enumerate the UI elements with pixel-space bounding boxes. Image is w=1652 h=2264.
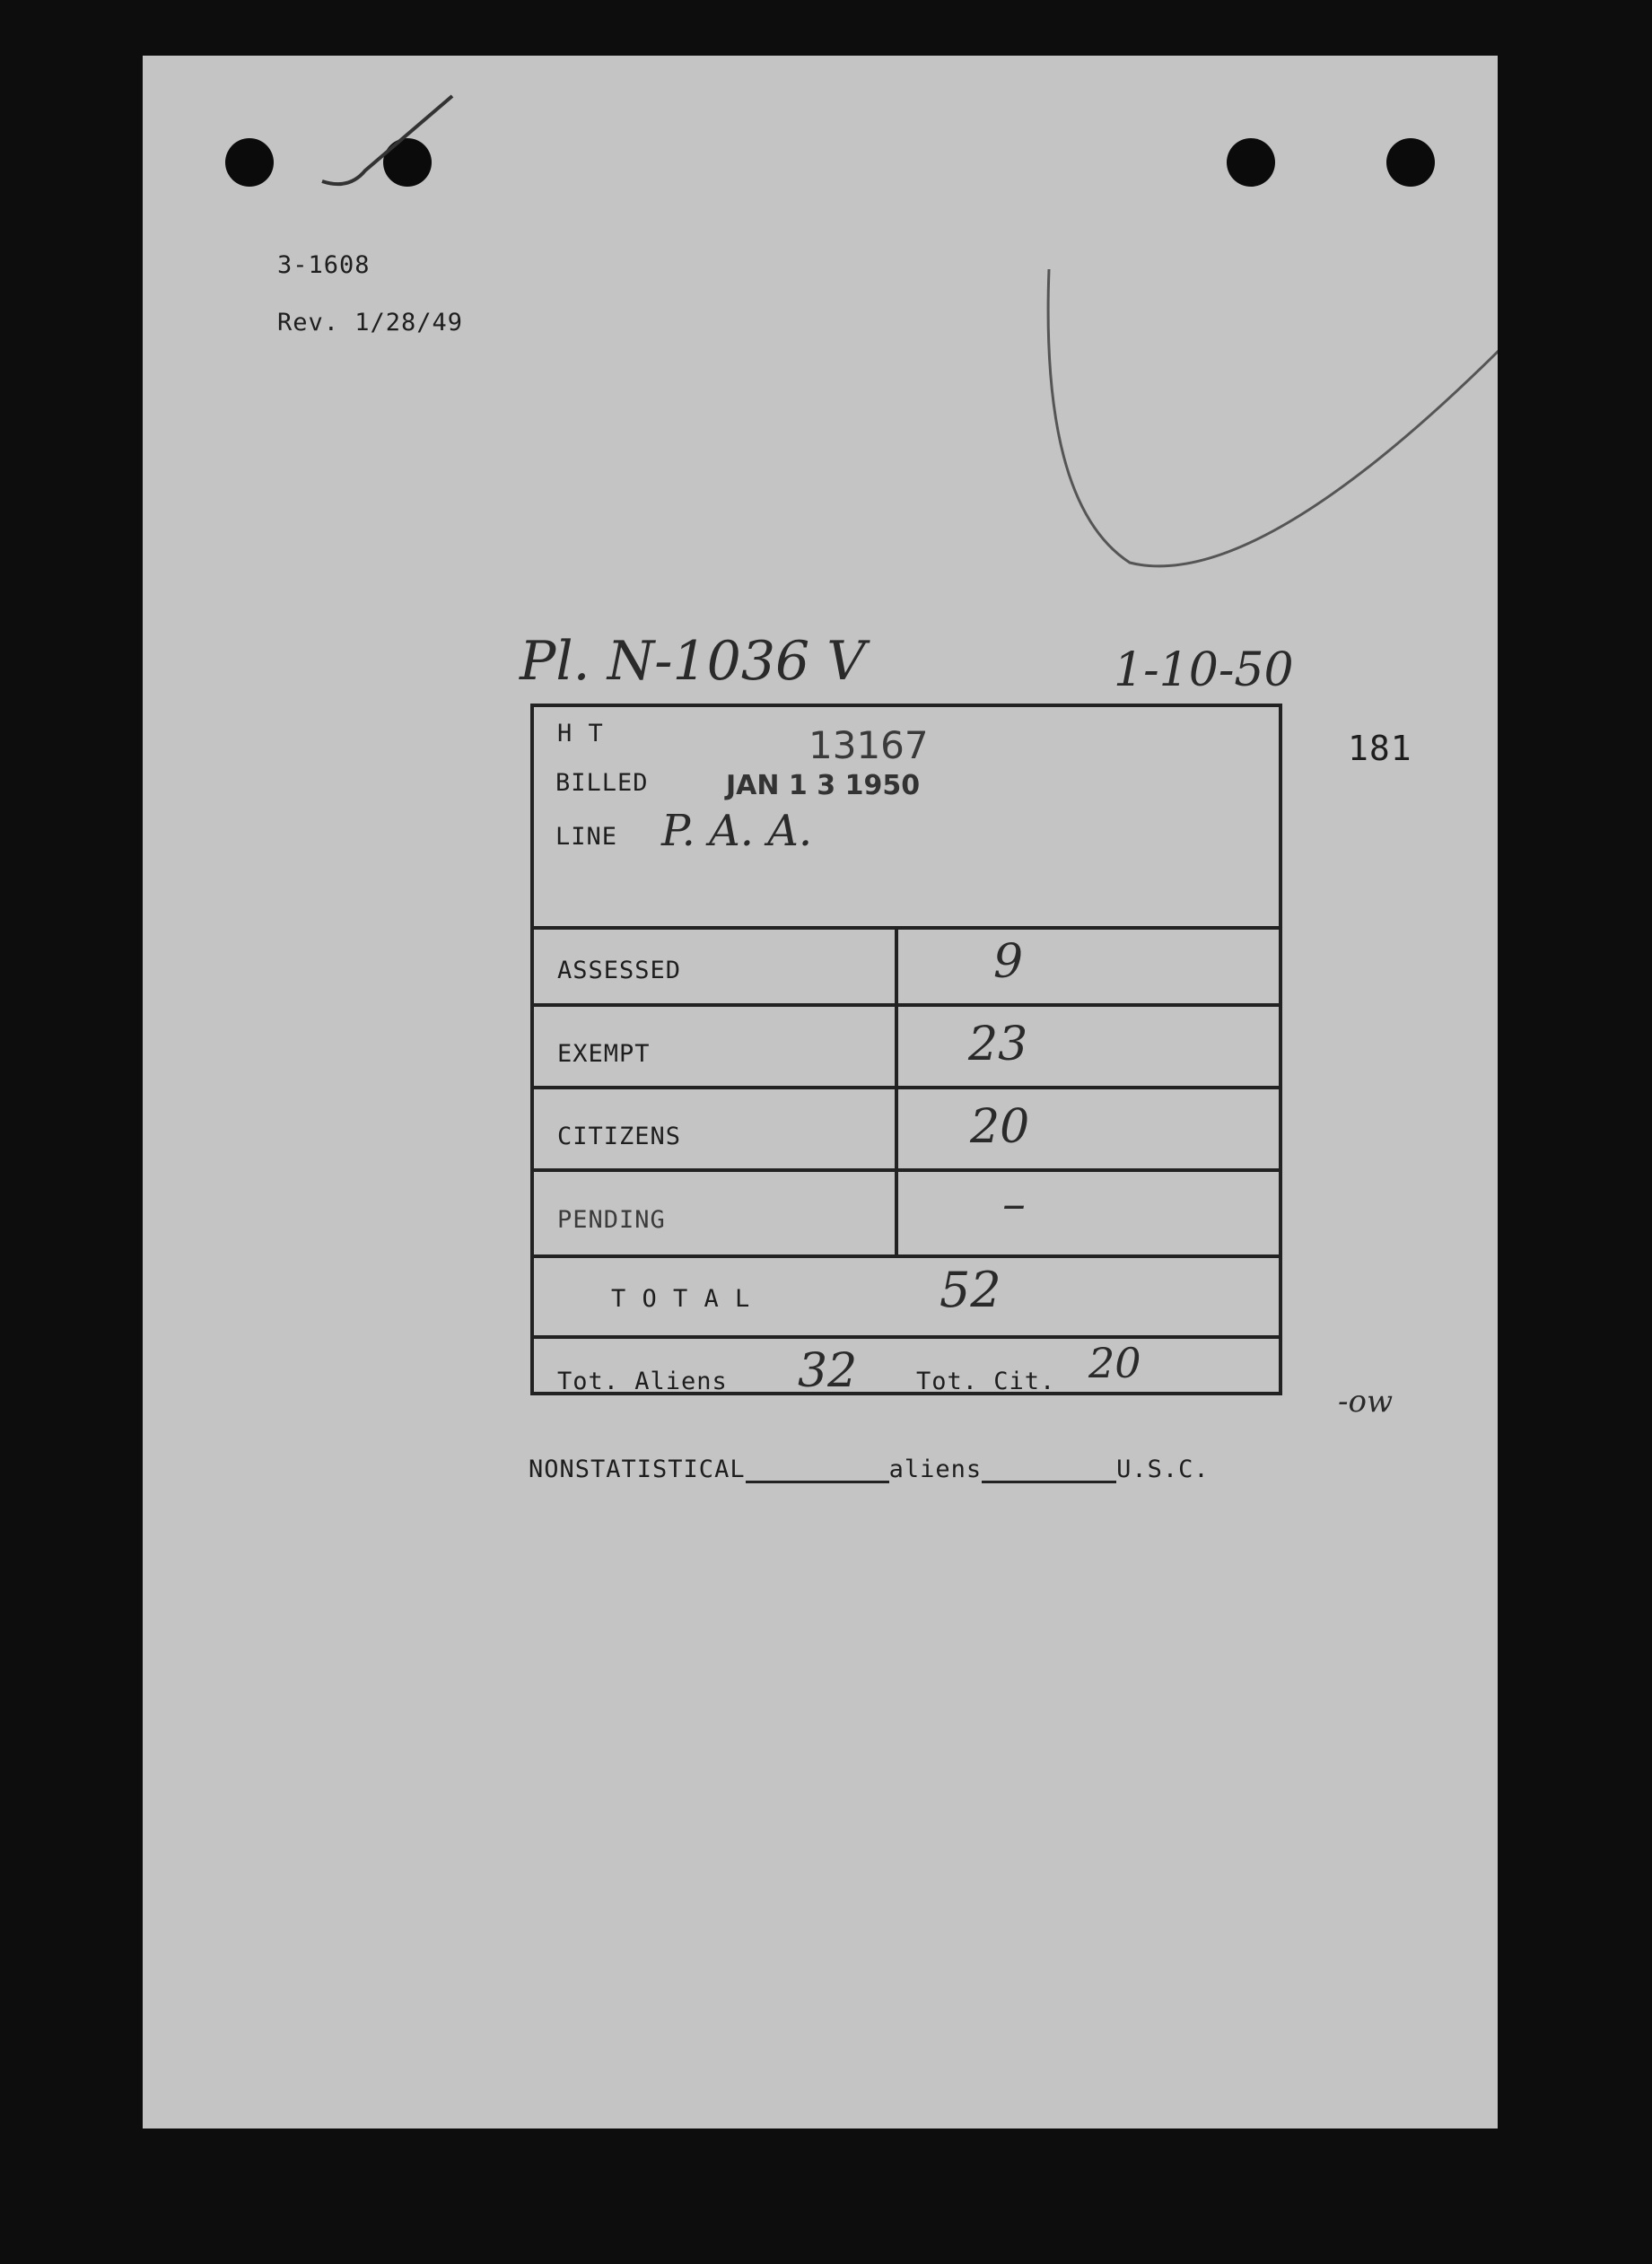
exempt-value: 23 bbox=[968, 1018, 1028, 1071]
nonstatistical-aliens-blank bbox=[746, 1459, 889, 1483]
page-number: 181 bbox=[1348, 729, 1412, 768]
total-citizens-value: 20 bbox=[1088, 1339, 1141, 1387]
file-reference: Pl. N-1036 V bbox=[520, 630, 866, 693]
usc-label: U.S.C. bbox=[1116, 1455, 1210, 1483]
citizens-value: 20 bbox=[970, 1100, 1030, 1154]
assessed-label: ASSESSED bbox=[557, 957, 682, 984]
pen-curve-stroke bbox=[1048, 269, 1498, 566]
counts-table bbox=[530, 926, 1282, 1395]
total-citizens-label: Tot. Cit. bbox=[916, 1368, 1056, 1395]
pending-label: PENDING bbox=[557, 1206, 666, 1234]
nonstatistical-line bbox=[529, 1455, 1210, 1483]
handwritten-date: 1-10-50 bbox=[1114, 643, 1294, 697]
line-label: LINE bbox=[555, 823, 618, 851]
citizens-label: CITIZENS bbox=[557, 1123, 682, 1150]
ht-number: 13167 bbox=[809, 723, 929, 767]
pending-value: – bbox=[1002, 1177, 1026, 1231]
form-revision: Rev. 1/28/49 bbox=[277, 309, 464, 337]
check-mark-icon bbox=[322, 96, 452, 184]
exempt-label: EXEMPT bbox=[557, 1040, 651, 1068]
total-label: T O T A L bbox=[611, 1285, 751, 1313]
assessed-value: 9 bbox=[993, 935, 1024, 989]
document-page bbox=[143, 56, 1498, 2129]
nonstatistical-usc-blank bbox=[982, 1459, 1116, 1483]
line-value: P. A. A. bbox=[661, 806, 813, 856]
total-value: 52 bbox=[940, 1262, 1001, 1318]
billed-label: BILLED bbox=[555, 769, 649, 797]
aliens-label: aliens bbox=[888, 1455, 983, 1483]
counts-table-divider bbox=[895, 926, 898, 1258]
billed-date-stamp: JAN 1 3 1950 bbox=[726, 770, 921, 801]
nonstatistical-label: NONSTATISTICAL bbox=[529, 1455, 746, 1483]
form-number: 3-1608 bbox=[277, 251, 371, 279]
side-mark: -ow bbox=[1338, 1384, 1394, 1420]
ht-label: H T bbox=[557, 720, 604, 747]
total-aliens-value: 32 bbox=[798, 1344, 858, 1398]
total-aliens-label: Tot. Aliens bbox=[557, 1368, 728, 1395]
